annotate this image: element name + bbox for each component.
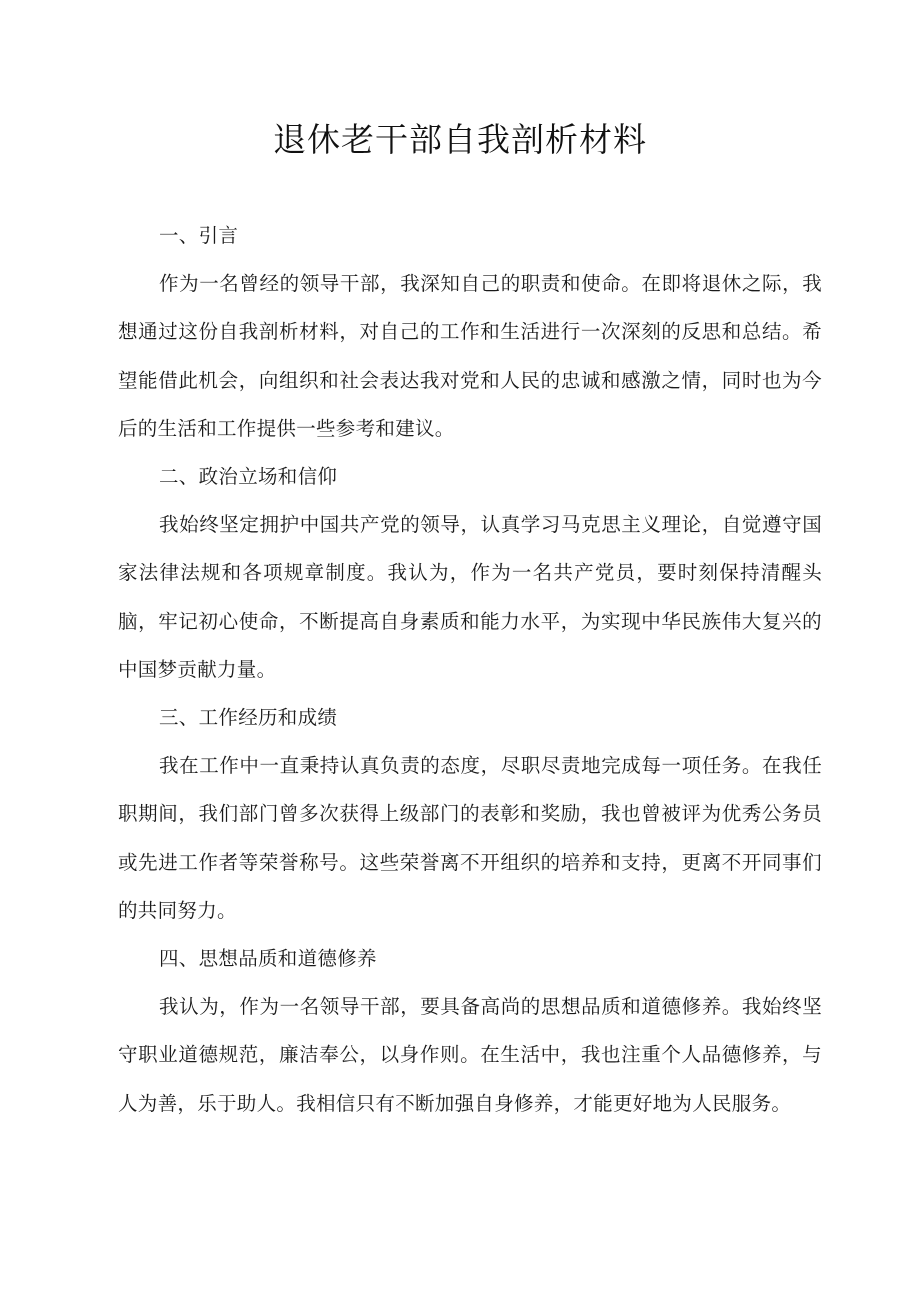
document-body: [118, 212, 822, 1128]
section-paragraph-intro: 作为一名曾经的领导干部，我深知自己的职责和使命。在即将退休之际，我想通过这份自我剖析材料，对自己的工作和生活进行一次深刻的反思和总结。希望能借此机会，向组织和社会表达我对党和人民的忠诚和感激之情，同时也为今后的生活和工作提供一些参考和建议。: [118, 272, 822, 440]
section-heading-work-experience: 三、工作经历和成绩: [159, 706, 338, 730]
section-heading-political-stance: 二、政治立场和信仰: [159, 465, 338, 489]
section-paragraph-work-experience: 我在工作中一直秉持认真负责的态度，尽职尽责地完成每一项任务。在我任职期间，我们部门曾多次获得上级部门的表彰和奖励，我也曾被评为优秀公务员或先进工作者等荣誉称号。这些荣誉离不开组织的培养和支持，更离不开同事们的共同努力。: [118, 754, 822, 922]
section-heading-moral-cultivation: 四、思想品质和道德修养: [159, 947, 377, 971]
document-title: 退休老干部自我剖析材料: [273, 120, 647, 159]
section-heading-intro: 一、引言: [159, 224, 239, 247]
section-paragraph-political-stance: 我始终坚定拥护中国共产党的领导，认真学习马克思主义理论，自觉遵守国家法律法规和各项规章制度。我认为，作为一名共产党员，要时刻保持清醒头脑，牢记初心使命，不断提高自身素质和能力水平，为实现中华民族伟大复兴的中国梦贡献力量。: [118, 513, 822, 681]
section-paragraph-moral-cultivation: 我认为，作为一名领导干部，要具备高尚的思想品质和道德修养。我始终坚守职业道德规范，廉洁奉公，以身作则。在生活中，我也注重个人品德修养，与人为善，乐于助人。我相信只有不断加强自身修养，才能更好地为人民服务。: [118, 995, 822, 1115]
